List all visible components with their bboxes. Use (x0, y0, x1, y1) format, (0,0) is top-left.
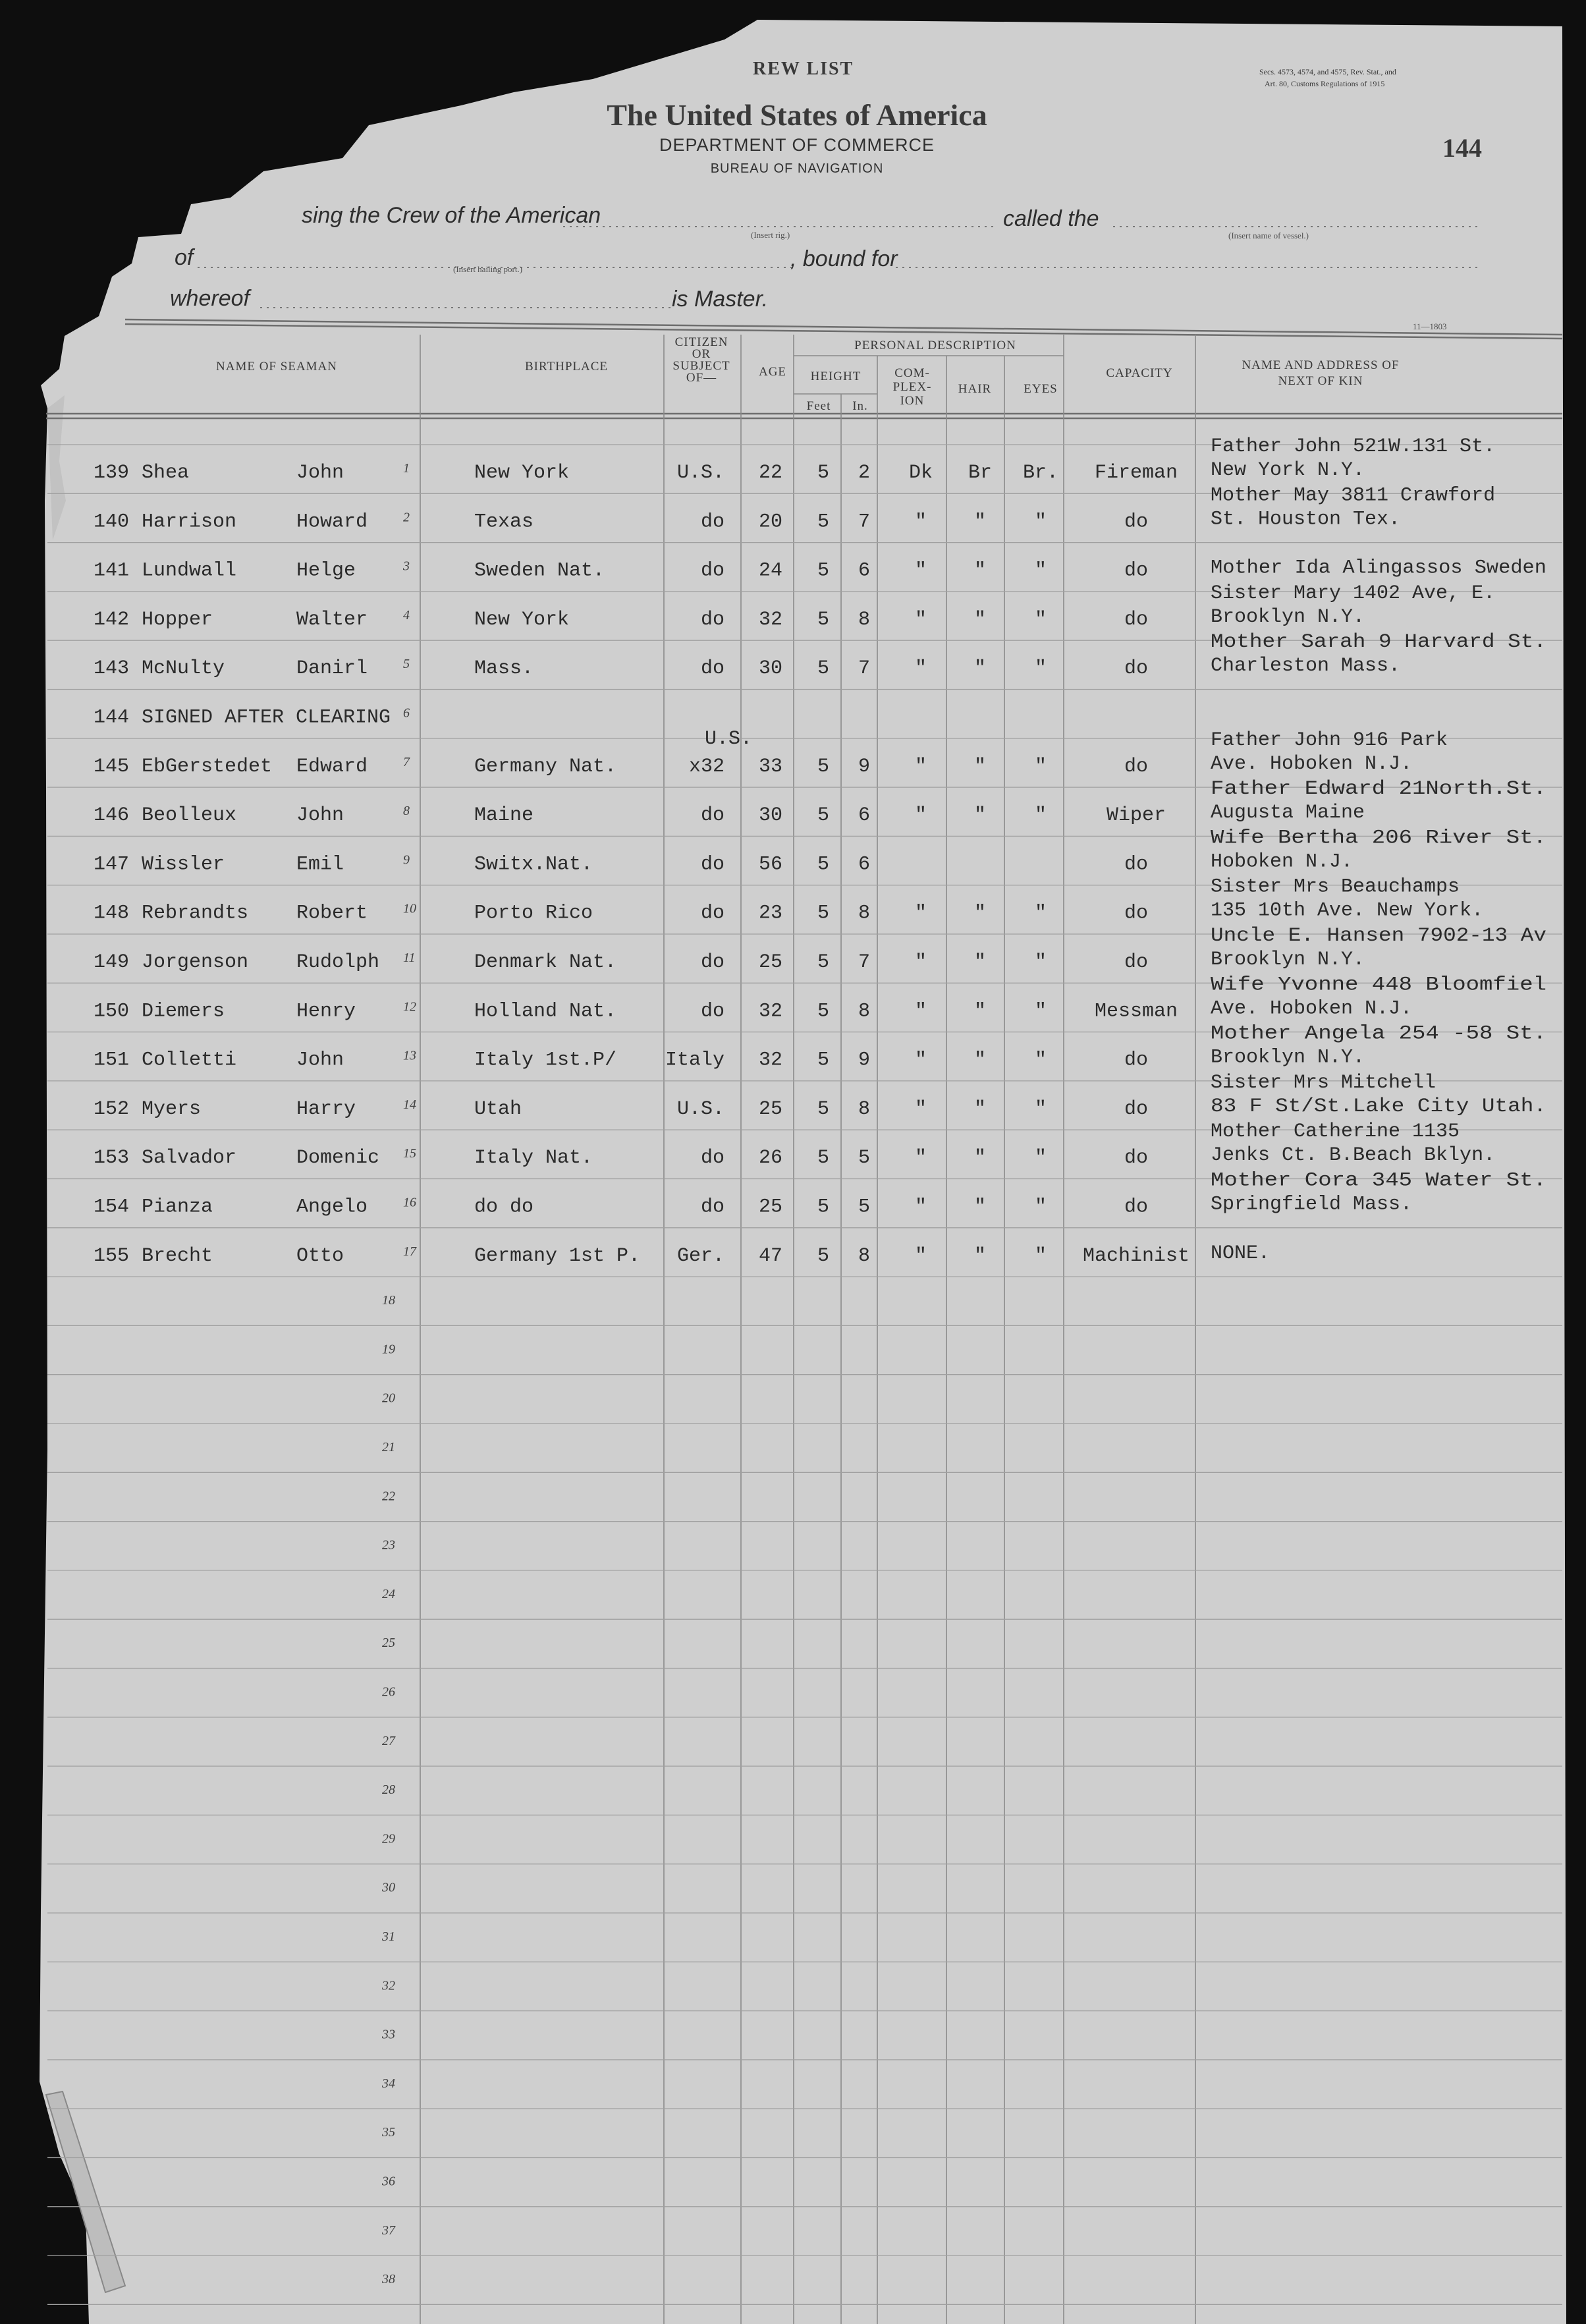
complexion: " (914, 1244, 927, 1267)
birthplace: Holland Nat. (474, 1000, 617, 1023)
col-citizen-1: CITIZEN (674, 335, 728, 349)
hair: " (973, 1097, 987, 1120)
header-line-3a: whereof (170, 286, 250, 311)
empty-line-number: 28 (382, 1783, 395, 1798)
row-number: 152 (94, 1097, 130, 1120)
header-line-2b: , bound for (790, 246, 898, 271)
seaman-surname: Colletti (142, 1049, 237, 1072)
birthplace: Germany Nat. (474, 755, 617, 778)
birthplace: Porto Rico (474, 902, 593, 925)
table-row (94, 557, 1546, 582)
citizenship: do (700, 1147, 725, 1170)
hint-vessel: (Insert name of vessel.) (1228, 231, 1309, 240)
capacity: do (1124, 511, 1149, 534)
citizenship: do (700, 1000, 725, 1023)
seaman-given-name: Danirl (296, 657, 368, 680)
height-inches: 7 (858, 511, 871, 534)
row-number: 139 (94, 462, 130, 484)
empty-line-number: 27 (382, 1733, 395, 1748)
seaman-surname: Jorgenson (142, 951, 249, 974)
next-of-kin-line-2: Brooklyn N.Y. (1211, 605, 1365, 628)
hair: " (973, 1049, 987, 1072)
birthplace: do do (474, 1196, 534, 1219)
eyes: " (1034, 755, 1047, 778)
next-of-kin-line-2: Springfield Mass. (1211, 1193, 1413, 1216)
height-inches: 6 (858, 559, 871, 582)
age: 32 (758, 608, 783, 631)
eyes: " (1034, 951, 1047, 974)
citizenship: Ger. (676, 1244, 725, 1267)
height-feet: 5 (817, 1147, 830, 1170)
col-hair: HAIR (958, 382, 992, 396)
col-complexion-1: COM- (894, 366, 930, 380)
next-of-kin-line-2: Ave. Hoboken N.J. (1211, 752, 1413, 775)
capacity: Messman (1094, 1000, 1178, 1023)
col-eyes: EYES (1024, 382, 1058, 396)
col-age: AGE (758, 365, 787, 379)
row-number: 153 (94, 1147, 130, 1170)
col-kin-2: NEXT OF KIN (1278, 374, 1363, 388)
age: 47 (758, 1244, 783, 1267)
row-number: 143 (94, 657, 130, 680)
col-name: NAME OF SEAMAN (216, 360, 337, 374)
height-inches: 8 (858, 1244, 871, 1267)
height-feet: 5 (817, 853, 830, 876)
next-of-kin-line-2: Brooklyn N.Y. (1211, 949, 1365, 971)
empty-line-number: 33 (382, 2027, 395, 2042)
age: 30 (758, 657, 783, 680)
next-of-kin-line-2: St. Houston Tex. (1211, 508, 1401, 531)
birthplace: Sweden Nat. (474, 559, 605, 582)
next-of-kin-line-2: Ave. Hoboken N.J. (1211, 997, 1413, 1020)
row-number: 141 (94, 559, 130, 582)
header-line-1b: called the (1003, 206, 1099, 231)
seaman-surname: Shea (142, 462, 190, 484)
citizenship: U.S. (676, 462, 725, 484)
height-inches: 7 (858, 657, 871, 680)
seaman-surname: Pianza (142, 1196, 213, 1219)
row-number: 151 (94, 1049, 130, 1072)
row-number: 145 (94, 755, 130, 778)
seaman-surname: SIGNED AFTER CLEARING (142, 706, 391, 729)
next-of-kin-line-1: Mother Sarah 9 Harvard St. (1211, 631, 1546, 654)
age: 26 (758, 1147, 783, 1170)
height-inches: 5 (858, 1147, 871, 1170)
hair: " (973, 1000, 987, 1023)
eyes: " (1034, 1147, 1047, 1170)
next-of-kin-line-1: Sister Mary 1402 Ave, E. (1211, 582, 1496, 605)
next-of-kin-line-2: 83 F St/St.Lake City Utah. (1211, 1095, 1546, 1118)
height-feet: 5 (817, 1244, 830, 1267)
age: 20 (758, 511, 783, 534)
hair: " (973, 804, 987, 827)
height-feet: 5 (817, 755, 830, 778)
seaman-surname: Harrison (142, 511, 237, 534)
empty-line-number: 29 (382, 1831, 395, 1846)
next-of-kin-line-1: Mother Catherine 1135 (1211, 1120, 1460, 1144)
hair: " (973, 608, 987, 631)
citizenship: do (700, 608, 725, 631)
next-of-kin-line-2: Jenks Ct. B.Beach Bklyn. (1211, 1144, 1496, 1167)
height-feet: 5 (817, 1196, 830, 1219)
next-of-kin-line-2: Augusta Maine (1211, 802, 1365, 825)
eyes: " (1034, 1097, 1047, 1120)
eyes: " (1034, 1049, 1047, 1072)
citizenship: x32 (688, 755, 725, 778)
citizenship: Italy (665, 1049, 725, 1072)
row-number: 155 (94, 1244, 130, 1267)
capacity: Wiper (1106, 804, 1166, 827)
seaman-surname: Lundwall (142, 559, 237, 582)
next-of-kin-line-1: Sister Mrs Beauchamps (1211, 875, 1460, 899)
bureau-name: BUREAU OF NAVIGATION (710, 161, 884, 176)
seaman-given-name: John (296, 804, 344, 827)
line-number: 15 (403, 1146, 416, 1161)
hint-port: (Insert hailing port.) (453, 264, 523, 274)
capacity: do (1124, 951, 1149, 974)
seaman-given-name: Walter (296, 608, 368, 631)
line-number: 14 (403, 1097, 416, 1112)
col-capacity: CAPACITY (1106, 366, 1173, 380)
birthplace: Germany 1st P. (474, 1244, 641, 1267)
citizenship: do (700, 1196, 725, 1219)
height-inches: 2 (858, 462, 871, 484)
complexion: " (914, 657, 927, 680)
next-of-kin-line-1: Mother May 3811 Crawford (1211, 484, 1496, 507)
age: 32 (758, 1049, 783, 1072)
hair: Br (968, 462, 993, 484)
seaman-given-name: Edward (296, 755, 368, 778)
header-line-1a: sing the Crew of the American (302, 203, 601, 228)
seaman-surname: Wissler (142, 853, 225, 876)
row-number: 142 (94, 608, 130, 631)
hair: " (973, 1147, 987, 1170)
seaman-given-name: Rudolph (296, 951, 380, 974)
hair: " (973, 559, 987, 582)
col-complexion-2: PLEX- (892, 380, 932, 394)
height-inches: 8 (858, 902, 871, 925)
seaman-given-name: Harry (296, 1097, 356, 1120)
col-height: HEIGHT (810, 370, 861, 383)
col-complexion-3: ION (900, 394, 925, 408)
seaman-surname: Rebrandts (142, 902, 249, 925)
row-number: 147 (94, 853, 130, 876)
hair: " (973, 755, 987, 778)
seaman-given-name: Helge (296, 559, 356, 582)
birthplace: Texas (474, 511, 534, 534)
citizenship: do (700, 804, 725, 827)
birthplace: Switx.Nat. (474, 853, 593, 876)
seaman-surname: Myers (142, 1097, 202, 1120)
age: 23 (758, 902, 783, 925)
empty-line-number: 19 (382, 1342, 395, 1357)
age: 25 (758, 951, 783, 974)
next-of-kin-line-2: Charleston Mass. (1211, 655, 1401, 678)
height-inches: 8 (858, 1097, 871, 1120)
next-of-kin-line-2: New York N.Y. (1211, 459, 1365, 482)
eyes: " (1034, 559, 1047, 582)
eyes: Br. (1022, 462, 1059, 484)
col-citizen-2: OR (692, 347, 711, 361)
citizenship: do (700, 559, 725, 582)
empty-line-number: 31 (382, 1929, 395, 1944)
complexion: " (914, 804, 927, 827)
next-of-kin-line-1: Uncle E. Hansen 7902-13 Av (1211, 925, 1546, 947)
citizenship: do (700, 951, 725, 974)
complexion: " (914, 608, 927, 631)
height-feet: 5 (817, 462, 830, 484)
line-number: 9 (403, 852, 410, 868)
eyes: " (1034, 511, 1047, 534)
row-number: 146 (94, 804, 130, 827)
col-kin-1: NAME AND ADDRESS OF (1242, 358, 1400, 372)
empty-line-number: 18 (382, 1293, 395, 1308)
seaman-given-name: Otto (296, 1244, 344, 1267)
next-of-kin-line-1: Wife Yvonne 448 Bloomfiel (1211, 974, 1546, 997)
seaman-given-name: John (296, 1049, 344, 1072)
height-feet: 5 (817, 511, 830, 534)
capacity: do (1124, 1097, 1149, 1120)
col-personal: PERSONAL DESCRIPTION (854, 339, 1016, 352)
seaman-given-name: Angelo (296, 1196, 368, 1219)
line-number: 8 (403, 804, 410, 819)
height-feet: 5 (817, 1049, 830, 1072)
row-number: 149 (94, 951, 130, 974)
seaman-surname: Hopper (142, 608, 213, 631)
line-number: 2 (403, 510, 410, 525)
seaman-surname: Salvador (142, 1147, 237, 1170)
department-name: DEPARTMENT OF COMMERCE (659, 135, 935, 155)
seaman-surname: McNulty (142, 657, 225, 680)
seaman-given-name: Henry (296, 1000, 356, 1023)
age: 56 (758, 853, 783, 876)
eyes: " (1034, 657, 1047, 680)
height-feet: 5 (817, 1000, 830, 1023)
empty-line-number: 22 (382, 1489, 395, 1504)
capacity: do (1124, 608, 1149, 631)
col-citizen-4: OF— (686, 371, 717, 385)
next-of-kin-line-1: Mother Angela 254 -58 St. (1211, 1022, 1546, 1045)
empty-line-number: 34 (382, 2076, 395, 2091)
capacity: Machinist (1082, 1244, 1190, 1267)
height-feet: 5 (817, 804, 830, 827)
hair: " (973, 657, 987, 680)
line-number: 10 (403, 901, 416, 916)
form-code: 11—1803 (1413, 321, 1447, 331)
next-of-kin-line-2: 135 10th Ave. New York. (1211, 899, 1484, 922)
height-inches: 8 (858, 1000, 871, 1023)
birthplace: Denmark Nat. (474, 951, 617, 974)
height-feet: 5 (817, 608, 830, 631)
eyes: " (1034, 608, 1047, 631)
page-number: 144 (1442, 133, 1482, 163)
height-inches: 6 (858, 804, 871, 827)
next-of-kin-line-1: Father Edward 21North.St. (1211, 778, 1546, 801)
line-number: 3 (403, 559, 410, 574)
complexion: " (914, 902, 927, 925)
capacity: do (1124, 1196, 1149, 1219)
capacity: do (1124, 559, 1149, 582)
age: 30 (758, 804, 783, 827)
seaman-surname: Beolleux (142, 804, 237, 827)
birthplace: Maine (474, 804, 534, 827)
seaman-given-name: John (296, 462, 344, 484)
hair: " (973, 1196, 987, 1219)
height-feet: 5 (817, 657, 830, 680)
next-of-kin-line-1: Father John 521W.131 St. (1211, 435, 1496, 458)
birthplace: New York (474, 462, 570, 484)
birthplace: New York (474, 608, 570, 631)
height-inches: 9 (858, 1049, 871, 1072)
complexion: " (914, 1097, 927, 1120)
seaman-surname: EbGerstedet (142, 755, 273, 778)
seaman-given-name: Howard (296, 511, 368, 534)
empty-line-number: 38 (382, 2272, 395, 2287)
height-feet: 5 (817, 902, 830, 925)
complexion: " (914, 559, 927, 582)
capacity: do (1124, 1147, 1149, 1170)
height-inches: 9 (858, 755, 871, 778)
seaman-given-name: Emil (296, 853, 344, 876)
capacity: Fireman (1094, 462, 1178, 484)
empty-line-number: 30 (382, 1880, 395, 1895)
height-feet: 5 (817, 1097, 830, 1120)
next-of-kin-line-1: Mother Cora 345 Water St. (1211, 1169, 1546, 1192)
height-inches: 8 (858, 608, 871, 631)
col-feet: Feet (806, 399, 831, 413)
header-line-3b: is Master. (672, 287, 769, 312)
age: 25 (758, 1196, 783, 1219)
line-number: 5 (403, 657, 410, 672)
citizenship: do (700, 511, 725, 534)
eyes: " (1034, 1244, 1047, 1267)
citizenship-above: U.S. (705, 727, 753, 750)
height-inches: 6 (858, 853, 871, 876)
empty-line-number: 24 (382, 1586, 395, 1601)
capacity: do (1124, 1049, 1149, 1072)
hair: " (973, 951, 987, 974)
empty-line-number: 20 (382, 1391, 395, 1406)
statute-line-2: Art. 80, Customs Regulations of 1915 (1265, 79, 1385, 88)
citizenship: do (700, 902, 725, 925)
empty-line-number: 37 (382, 2223, 395, 2238)
capacity: do (1124, 657, 1149, 680)
height-feet: 5 (817, 951, 830, 974)
seaman-surname: Diemers (142, 1000, 225, 1023)
col-inches: In. (852, 399, 868, 413)
eyes: " (1034, 902, 1047, 925)
citizenship: U.S. (676, 1097, 725, 1120)
eyes: " (1034, 1000, 1047, 1023)
statute-line-1: Secs. 4573, 4574, and 4575, Rev. Stat., and (1259, 67, 1396, 76)
birthplace: Italy 1st.P/ (474, 1049, 617, 1072)
next-of-kin-line-1: Father John 916 Park (1211, 729, 1448, 752)
next-of-kin-line-2: NONE. (1211, 1242, 1271, 1265)
line-number: 11 (403, 951, 416, 965)
next-of-kin-line-1: Sister Mrs Mitchell (1211, 1071, 1436, 1094)
age: 22 (758, 462, 783, 484)
col-citizen-3: SUBJECT (672, 359, 730, 373)
next-of-kin-line-2: Brooklyn N.Y. (1211, 1046, 1365, 1069)
height-inches: 7 (858, 951, 871, 974)
empty-line-number: 21 (382, 1440, 395, 1454)
line-number: 16 (403, 1195, 416, 1210)
row-number: 150 (94, 1000, 130, 1023)
line-number: 6 (403, 706, 410, 721)
birthplace: Utah (474, 1097, 522, 1120)
height-feet: 5 (817, 559, 830, 582)
country-title: The United States of America (607, 98, 987, 132)
capacity: do (1124, 902, 1149, 925)
hint-rig: (Insert rig.) (751, 230, 790, 240)
complexion: " (914, 951, 927, 974)
birthplace: Italy Nat. (474, 1147, 593, 1170)
height-inches: 5 (858, 1196, 871, 1219)
age: 33 (758, 755, 783, 778)
row-number: 148 (94, 902, 130, 925)
complexion: " (914, 1196, 927, 1219)
col-birthplace: BIRTHPLACE (524, 360, 609, 374)
seaman-given-name: Robert (296, 902, 368, 925)
row-number: 154 (94, 1196, 130, 1219)
line-number: 7 (403, 754, 410, 769)
age: 24 (758, 559, 783, 582)
citizenship: do (700, 657, 725, 680)
empty-row-numbers (381, 1293, 396, 2286)
hair: " (973, 902, 987, 925)
empty-line-number: 26 (382, 1684, 395, 1700)
empty-line-number: 32 (382, 1978, 395, 1993)
empty-line-number: 25 (382, 1636, 395, 1651)
age: 25 (758, 1097, 783, 1120)
line-number: 12 (403, 999, 416, 1014)
seaman-given-name: Domenic (296, 1147, 380, 1170)
list-title: REW LIST (753, 59, 854, 79)
complexion: " (914, 511, 927, 534)
header-line-2a: of (175, 245, 194, 270)
line-number: 17 (403, 1244, 416, 1259)
hair: " (973, 511, 987, 534)
next-of-kin-line-2: Hoboken N.J. (1211, 850, 1354, 873)
hair: " (973, 1244, 987, 1267)
next-of-kin-line-1: Wife Bertha 206 River St. (1211, 827, 1546, 850)
row-number: 144 (94, 706, 130, 729)
empty-line-number: 36 (382, 2174, 395, 2189)
age: 32 (758, 1000, 783, 1023)
eyes: " (1034, 804, 1047, 827)
line-number: 13 (403, 1048, 416, 1063)
next-of-kin-line-2: Mother Ida Alingassos Sweden (1211, 557, 1546, 580)
capacity: do (1124, 853, 1149, 876)
seaman-surname: Brecht (142, 1244, 213, 1267)
empty-line-number: 35 (382, 2125, 395, 2140)
complexion: " (914, 755, 927, 778)
citizenship: do (700, 853, 725, 876)
line-number: 1 (403, 461, 410, 476)
line-number: 4 (403, 607, 410, 622)
complexion: " (914, 1000, 927, 1023)
complexion: " (914, 1049, 927, 1072)
capacity: do (1124, 755, 1149, 778)
complexion: Dk (908, 462, 933, 484)
row-number: 140 (94, 511, 130, 534)
complexion: " (914, 1147, 927, 1170)
birthplace: Mass. (474, 657, 534, 680)
empty-line-number: 23 (382, 1537, 395, 1553)
eyes: " (1034, 1196, 1047, 1219)
